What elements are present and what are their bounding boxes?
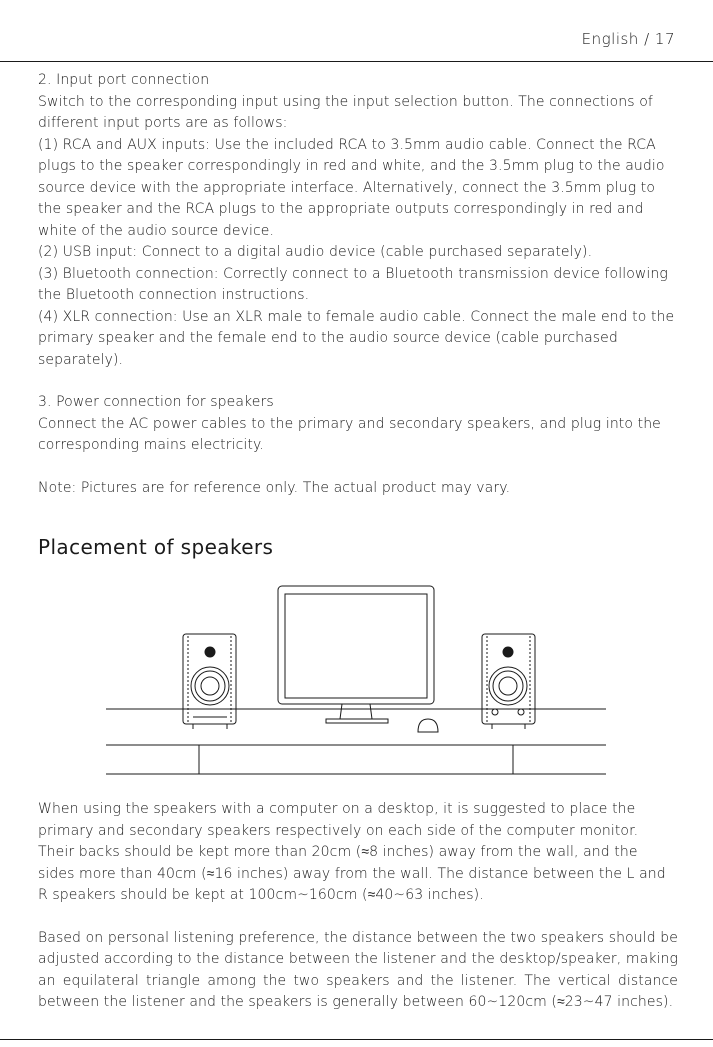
placement-paragraph-2: Based on personal listening preference, the distance between the two speakers should be adjusted according to the distance between the listener and the desktop/speaker, making an equilateral triangle among the two speakers and the listener. The vertical distance between the listener and the speakers is generally between 60~120cm (≈23~47 inches). <box>38 929 678 1010</box>
placement-text <box>38 799 678 1014</box>
section3-body: Connect the AC power cables to the primary and secondary speakers, and plug into the corresponding mains electricity. <box>38 415 661 453</box>
header-divider <box>0 61 713 62</box>
monitor-illustration <box>278 586 434 723</box>
note-text: Note: Pictures are for reference only. The actual product may vary. <box>38 479 511 496</box>
section2-item-usb: (2) USB input: Connect to a digital audio device (cable purchased separately). <box>38 244 593 260</box>
section2-heading: 2. Input port connection <box>38 72 210 88</box>
speaker-placement-illustration <box>0 570 713 780</box>
right-speaker-illustration <box>482 634 535 729</box>
section2-item-xlr: (4) XLR connection: Use an XLR male to female audio cable. Connect the male end to the primary speaker and the female end to the audio source device (cable purchased separately). <box>38 308 675 368</box>
footer-divider <box>0 1039 713 1040</box>
left-speaker-illustration <box>183 634 236 729</box>
placement-paragraph-1: When using the speakers with a computer on a desktop, it is suggested to place the primary and secondary speakers respectively on each side of the computer monitor. Their backs should be kept more than 20cm (≈8 inches) away from the wall, and the sides more than 40cm (≈16 inches) away from the wall. The distance between the L and R speakers should be kept at 100cm~160cm (≈40~63 inches). <box>38 801 666 903</box>
mouse-illustration <box>418 719 438 732</box>
section2-intro: Switch to the corresponding input using the input selection button. The connections of different input ports are as follows: <box>38 93 653 131</box>
section2-item-bluetooth: (3) Bluetooth connection: Correctly connect to a Bluetooth transmission device following the Bluetooth connection instructions. <box>38 265 668 303</box>
section2-item-rca-aux: (1) RCA and AUX inputs: Use the included RCA to 3.5mm audio cable. Connect the RCA plugs to the speaker correspondingly in red and white, and the 3.5mm plug to the audio source device with the appropriate interface. Alternatively, connect the 3.5mm plug to the speaker and the RCA plugs to the appropriate outputs correspondingly in red and white of the audio source device. <box>38 136 665 239</box>
section3-heading: 3. Power connection for speakers <box>38 394 274 410</box>
instructions-body <box>38 70 678 499</box>
page-label: English / 17 <box>581 30 675 48</box>
placement-title: Placement of speakers <box>38 535 274 559</box>
